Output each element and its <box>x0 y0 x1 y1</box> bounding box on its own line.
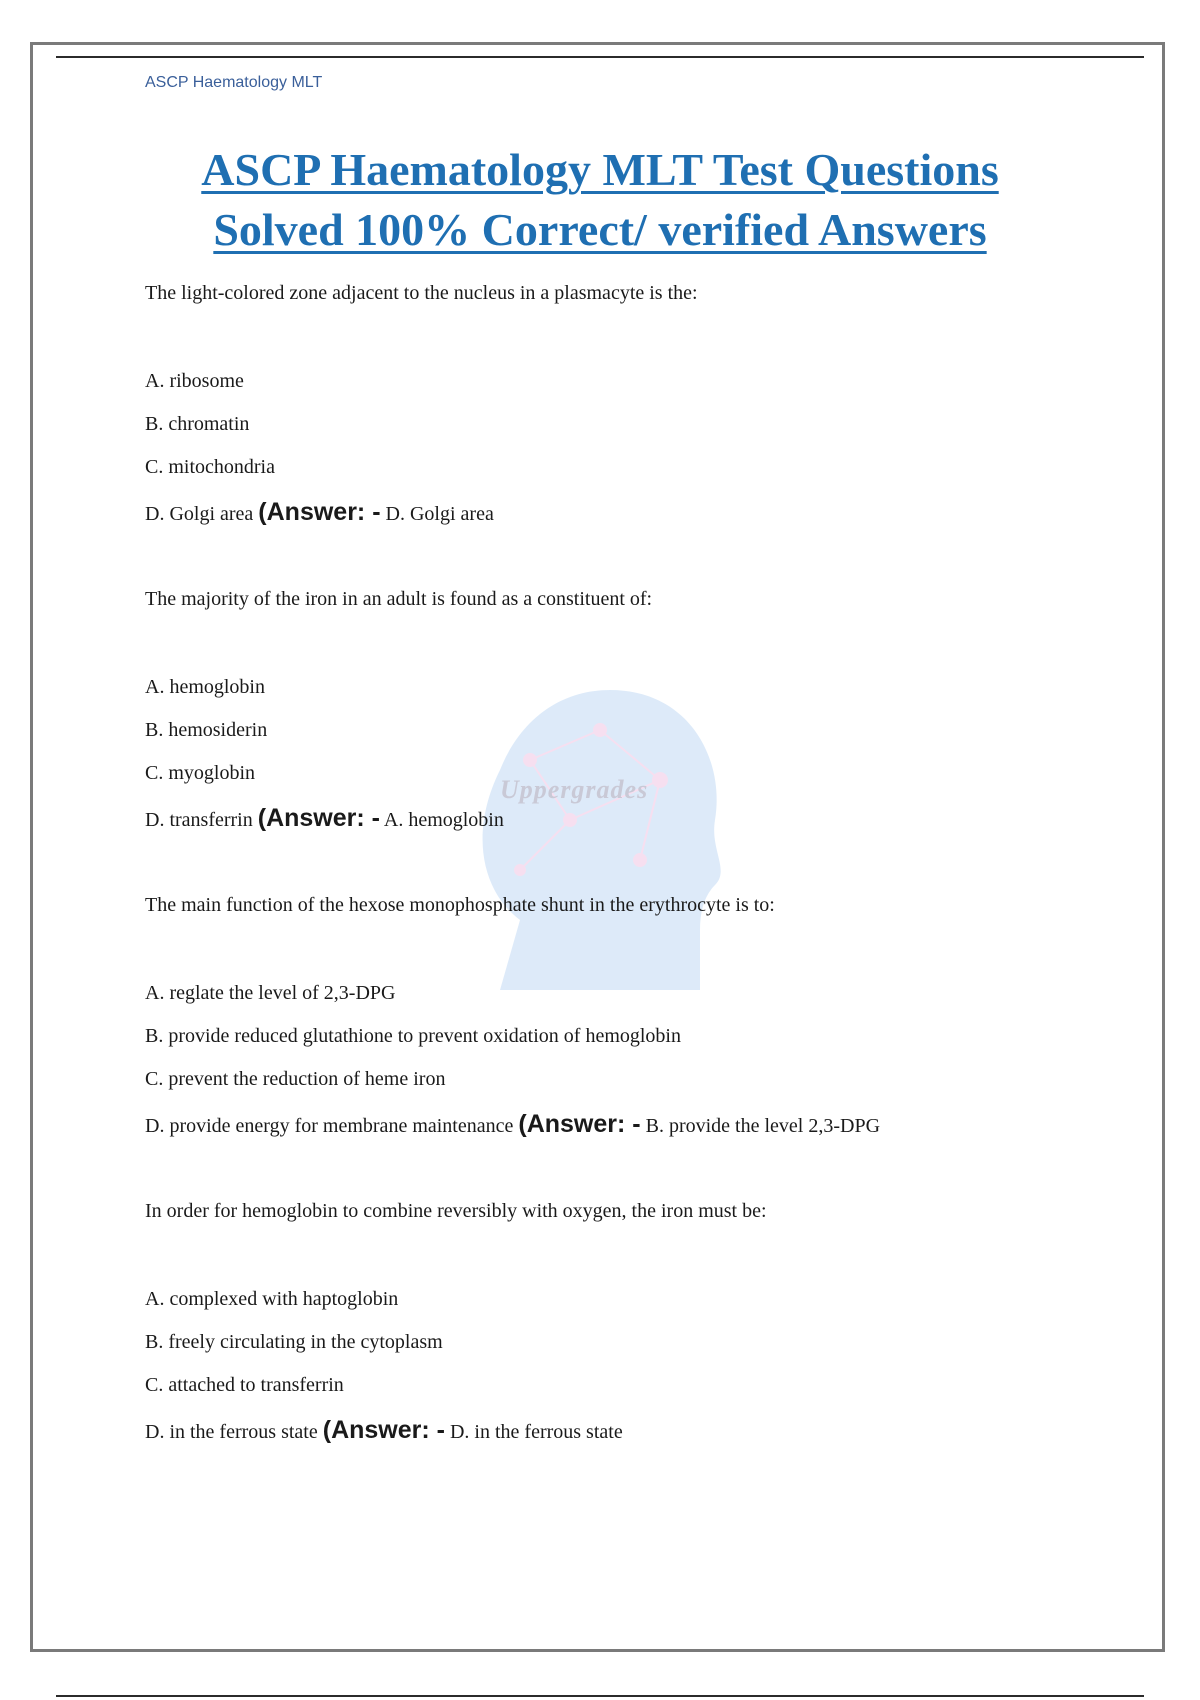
question-text: The light-colored zone adjacent to the nucleus in a plasmacyte is the: <box>145 282 698 304</box>
option-b: B. hemosiderin <box>145 719 268 741</box>
option-d: D. provide energy for membrane maintenance <box>145 1115 514 1137</box>
option-c: C. myoglobin <box>145 762 256 784</box>
spacer <box>145 850 1145 892</box>
option-c: C. prevent the reduction of heme iron <box>145 1068 446 1090</box>
option-d-with-answer <box>145 497 1145 544</box>
answer-label: Answer: - <box>331 1416 445 1444</box>
title-line-1: ASCP Haematology MLT Test Questions <box>201 144 999 195</box>
running-header: ASCP Haematology MLT <box>145 74 323 91</box>
option-d: D. Golgi area <box>145 503 254 525</box>
spacer <box>145 544 1145 586</box>
option-a: A. ribosome <box>145 370 244 392</box>
question-block <box>145 1198 1145 1462</box>
option-b: B. chromatin <box>145 413 250 435</box>
question-block <box>145 586 1145 892</box>
answer-value: D. in the ferrous state <box>449 1421 623 1443</box>
answer-open-paren: ( <box>258 498 267 526</box>
bottom-rule <box>56 1695 1144 1697</box>
answer-label: Answer: - <box>266 804 380 832</box>
top-rule <box>56 56 1144 58</box>
question-text: The majority of the iron in an adult is found as a constituent of: <box>145 588 653 610</box>
answer-open-paren: ( <box>322 1416 332 1444</box>
question-list <box>145 280 1145 1462</box>
answer-open-paren: ( <box>518 1110 527 1138</box>
option-a: A. complexed with haptoglobin <box>145 1288 399 1310</box>
question-text: In order for hemoglobin to combine reversibly with oxygen, the iron must be: <box>145 1200 767 1222</box>
option-d-with-answer <box>145 1109 1145 1156</box>
answer-label: Answer: - <box>526 1110 641 1138</box>
question-block <box>145 892 1145 1198</box>
option-b: B. freely circulating in the cytoplasm <box>145 1331 443 1353</box>
option-c: C. attached to transferrin <box>145 1374 344 1396</box>
document-title <box>120 140 1080 260</box>
spacer <box>145 1156 1145 1198</box>
question-block <box>145 280 1145 586</box>
answer-open-paren: ( <box>257 804 267 832</box>
answer-label: Answer: - <box>266 498 381 526</box>
option-b: B. provide reduced glutathione to prevent oxidation of hemoglobin <box>145 1025 681 1047</box>
answer-value: B. provide the level 2,3-DPG <box>645 1115 881 1137</box>
option-a: A. reglate the level of 2,3-DPG <box>145 982 396 1004</box>
answer-value: D. Golgi area <box>385 503 494 525</box>
option-d: D. transferrin <box>145 809 253 831</box>
title-line-2: Solved 100% Correct/ verified Answers <box>213 204 987 255</box>
option-d: D. in the ferrous state <box>145 1421 318 1443</box>
answer-value: A. hemoglobin <box>383 809 504 831</box>
option-c: C. mitochondria <box>145 456 275 478</box>
option-d-with-answer <box>145 1415 1145 1462</box>
option-d-with-answer <box>145 803 1145 850</box>
question-text: The main function of the hexose monophosphate shunt in the erythrocyte is to: <box>145 894 775 916</box>
option-a: A. hemoglobin <box>145 676 265 698</box>
watermark-text: Uppergrades <box>500 775 649 804</box>
